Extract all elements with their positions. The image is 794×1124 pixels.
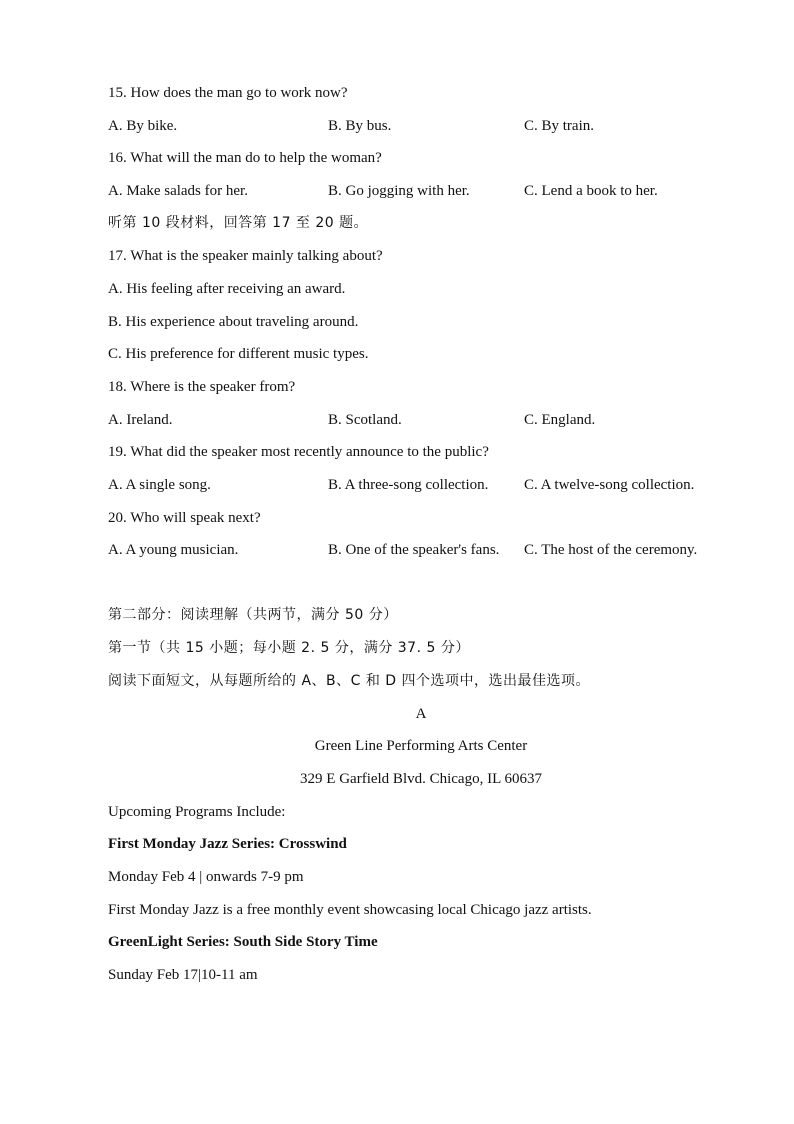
- question-15-options: [108, 115, 734, 137]
- venue-name: Green Line Performing Arts Center: [314, 738, 528, 754]
- question-16-options: [108, 180, 734, 202]
- option-b: B. One of the speaker's fans.: [328, 542, 500, 558]
- question-16: 16. What will the man do to help the woman?: [108, 150, 382, 166]
- option-c: C. A twelve-song collection.: [524, 477, 695, 493]
- venue-address: 329 E Garfield Blvd. Chicago, IL 60637: [300, 771, 542, 787]
- option-b: B. By bus.: [328, 118, 392, 134]
- option-b: B. A three-song collection.: [328, 477, 489, 493]
- question-15: 15. How does the man go to work now?: [108, 85, 348, 101]
- option-b: B. Scotland.: [328, 412, 402, 428]
- question-20-options: [108, 539, 734, 561]
- option-a: A. A single song.: [108, 477, 211, 493]
- option-b: B. Go jogging with her.: [328, 183, 470, 199]
- part-2-title: 第二部分：阅读理解（共两节，满分 50 分）: [108, 607, 398, 623]
- option-c: C. England.: [524, 412, 596, 428]
- option-a: A. Make salads for her.: [108, 183, 248, 199]
- programs-intro: Upcoming Programs Include:: [108, 804, 286, 820]
- program-1-title: First Monday Jazz Series: Crosswind: [108, 836, 347, 852]
- program-1-time: Monday Feb 4 | onwards 7-9 pm: [108, 869, 304, 885]
- part-2-section-1: 第一节（共 15 小题；每小题 2. 5 分，满分 37. 5 分）: [108, 640, 470, 656]
- option-c: C. Lend a book to her.: [524, 183, 658, 199]
- question-17-option-b: B. His experience about traveling around.: [108, 314, 359, 330]
- option-c: C. The host of the ceremony.: [524, 542, 698, 558]
- program-2-title: GreenLight Series: South Side Story Time: [108, 934, 378, 950]
- question-17: 17. What is the speaker mainly talking about?: [108, 248, 383, 264]
- part-2-instructions: 阅读下面短文，从每题所给的 A、B、C 和 D 四个选项中，选出最佳选项。: [108, 673, 591, 689]
- question-17-option-a: A. His feeling after receiving an award.: [108, 281, 346, 297]
- question-19: 19. What did the speaker most recently announce to the public?: [108, 444, 489, 460]
- passage-letter: A: [415, 706, 427, 722]
- option-a: A. By bike.: [108, 118, 178, 134]
- question-18: 18. Where is the speaker from?: [108, 379, 296, 395]
- option-c: C. By train.: [524, 118, 594, 134]
- question-19-options: [108, 474, 734, 496]
- question-20: 20. Who will speak next?: [108, 510, 261, 526]
- question-18-options: [108, 409, 734, 431]
- section-10-intro: 听第 10 段材料，回答第 17 至 20 题。: [108, 215, 369, 231]
- option-a: A. A young musician.: [108, 542, 239, 558]
- option-a: A. Ireland.: [108, 412, 173, 428]
- program-1-description: First Monday Jazz is a free monthly event showcasing local Chicago jazz artists.: [108, 902, 592, 918]
- question-17-option-c: C. His preference for different music types.: [108, 346, 369, 362]
- program-2-time: Sunday Feb 17|10-11 am: [108, 967, 258, 983]
